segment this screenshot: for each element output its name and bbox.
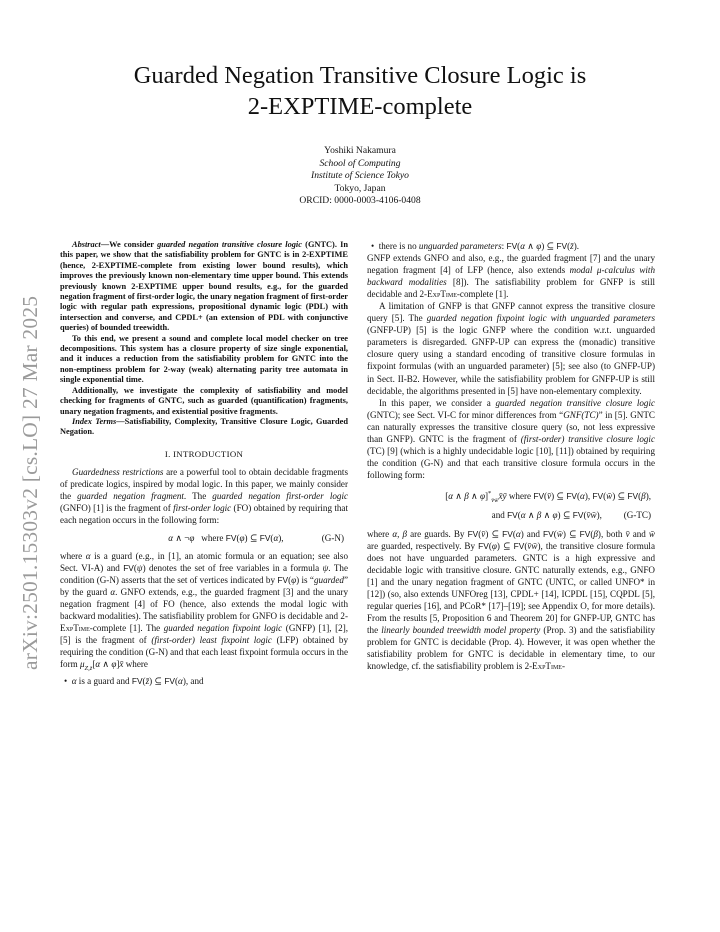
intro-p2: where α is a guard (e.g., in [1], an atomic formula or an equation; see also Sect. VI-A) and FV(ψ) denotes the set of free variables in a formula ψ. The condition (G-N) asserts that the set of vertices indicated by FV(φ) is “guarded” by the guard α. GNFO extends, e.g., the guarded fragment [3] and the unary negation fragment [4] of FO (hence, also extends the modal logic with backward modalities). The satisfiability problem for GNFO is decidable and 2-ExpTime-complete [1]. The guarded negation fixpoint logic (GNFP) [1], [2], [5] is the fragment of (first-order) least fixpoint logic (LFP) obtained by requiring the condition (G-N) and that each least fixpoint formula occurs in the form $\mu_{Z,z̄}[\alpha$ ∧ φ]x̄ where: [60, 551, 349, 673]
author-name: Yoshiki Nakamura: [324, 145, 396, 156]
title-line-2: 2-EXPTIME-complete: [247, 93, 473, 120]
abstract-p2: To this end, we present a sound and complete local model checker on tree decompositions. This system has a closure property of size single exponential, and it induces a reduction from the satisfiability problem for GNTC into the non-emptiness problem for 2-way (weak) alternating parity tree automata in single exponential time.: [60, 333, 348, 385]
intro-p4: A limitation of GNFP is that GNFP cannot express the transitive closure query [5]. The guarded negation fixpoint logic with unguarded parameters (GNFP-UP) [5] is the logic GNFP where the condition w.r.t. unguarded parameters is disregarded. GNFP-UP can express the (monadic) transitive closure query using a standard encoding of transitive closure formulas in fixpoint formulas (with an unguarded parameter) [5]; see also (to GNFP-UP) in Sect. II-B2. However, while the satisfiability problem for GNFP-UP is still decidable, the algorithms presented in [5] have non-elementary complexity.: [367, 301, 655, 396]
author-institution: Institute of Science Tokyo: [311, 170, 409, 182]
author-orcid: ORCID: 0000-0003-4106-0408: [299, 195, 421, 207]
author-location: Tokyo, Japan: [334, 182, 386, 194]
abstract-p3: Additionally, we investigate the complexity of satisfiability and model checking for fragments of GNTC, such as guarded (quantification) fragments, unary negation fragments, and existential positive fragments.: [60, 385, 348, 416]
index-terms: Index Terms—Satisfiability, Complexity, Transitive Closure Logic, Guarded Negation.: [60, 416, 348, 437]
left-column: [60, 240, 348, 687]
author-block: [160, 145, 560, 208]
formula-gtc: [α ∧ β ∧ $\varphi]^*_{v̄w̄}x̄ȳ$ where FV(v̄) ⊆ FV(α), FV(w̄) ⊆ FV(β), and FV(α ∧ β ∧ φ) ⊆ FV(v̄w̄), (G-TC): [445, 489, 651, 520]
arxiv-stamp: [6, 235, 46, 670]
title-line-1: Guarded Negation Transitive Closure Logic is: [133, 62, 587, 89]
intro-p5: In this paper, we consider a guarded negation transitive closure logic (GNTC); see Sect. VI-C for minor differences from “GNF(TC)” in [5]. GNTC can naturally expresses the transitive closure query (so, not less expressive than GNFP). GNTC is the fragment of (first-order) transitive closure logic (TC) [9] (which is a highly undecidable logic [10], [11]) obtained by requiring the condition (G-N) and that each transitive closure formula occurs in the following form:: [367, 397, 656, 480]
intro-bullet-2: • there is no unguarded parameters: FV(α ∧ φ) ⊆ FV(z̄).: [371, 241, 580, 251]
intro-p3: GNFP extends GNFO and also, e.g., the guarded fragment [7] and the unary negation fragment [4] of LFP (hence, also extends modal μ-calculus with backward modalities [8]). The satisfiability problem for GNFP is still decidable and 2-ExpTime-complete [1].: [367, 253, 655, 300]
intro-bullet-1: • α is a guard and FV(z̄) ⊆ FV(α), and: [64, 676, 204, 687]
intro-p6: where α, β are guards. By FV(v̄) ⊆ FV(α) and FV(w̄) ⊆ FV(β), both v̄ and w̄ are guarded, respectively. By FV(φ) ⊆ FV(v̄w̄), the transitive closure formula does not have unguarded parameters. GNTC is a high expressive and decidable logic with transitive closure. GNTC naturally extends, e.g., GNFO [1] and the unary negation fragment of GNTC (UNTC, or called UNFO* in [12]) (so, also extends UNFOreg [13], CPDL+ [14], ICPDL [15], CQPDL [5], regular queries [16], and PCoR* [17]–[19]; see Appendix O, for more details). From the results [5, Proposition 6 and Theorem 20] for GNFP-UP, GNTC has the linearly bounded treewidth model property (Prop. 3) and the satisfiability problem for GNTC is decidable (Prop. 4). However, it was open whether the satisfiability problem for GNTC is decidable in elementary time, to our knowledge, cf. the satisfiability problem is 2-ExpTime-: [367, 528, 655, 672]
arxiv-stamp-text: arXiv:2501.15303v2 [cs.LO] 27 Mar 2025: [18, 295, 42, 670]
section-heading-intro: I. INTRODUCTION: [164, 448, 244, 459]
abstract: Abstract—We consider guarded negation transitive closure logic (GNTC). In this paper, we show that the satisfiability problem for GNTC is in 2-EXPTIME (hence, 2-EXPTIME-complete from existing lower bound results), which improves the previously known non-elementary time upper bound. This extends previously known 2-EXPTIME upper bound results, e.g., for the guarded negation fragment of first-order logic, the unary negation fragment of first-order logic with regular path expressions, propositional dynamic logic (PDL) with intersection and converse, and CPDL+ (an extension of PDL with conjunctive queries) of bounded treewidth.: [60, 240, 348, 333]
paper-title: [60, 60, 660, 122]
intro-p1: Guardedness restrictions are a powerful tool to obtain decidable fragments of predicate logics, inspired by modal logic. In this paper, we mainly consider the guarded negation fragment. The guarded negation first-order logic (GNFO) [1] is the fragment of first-order logic (FO) obtained by requiring that each negation occurs in the following form:: [60, 466, 349, 525]
formula-gn: α ∧ ¬φ where FV(φ) ⊆ FV(α), (G-N): [168, 533, 344, 543]
right-column: [367, 240, 655, 672]
author-dept: School of Computing: [319, 157, 401, 169]
